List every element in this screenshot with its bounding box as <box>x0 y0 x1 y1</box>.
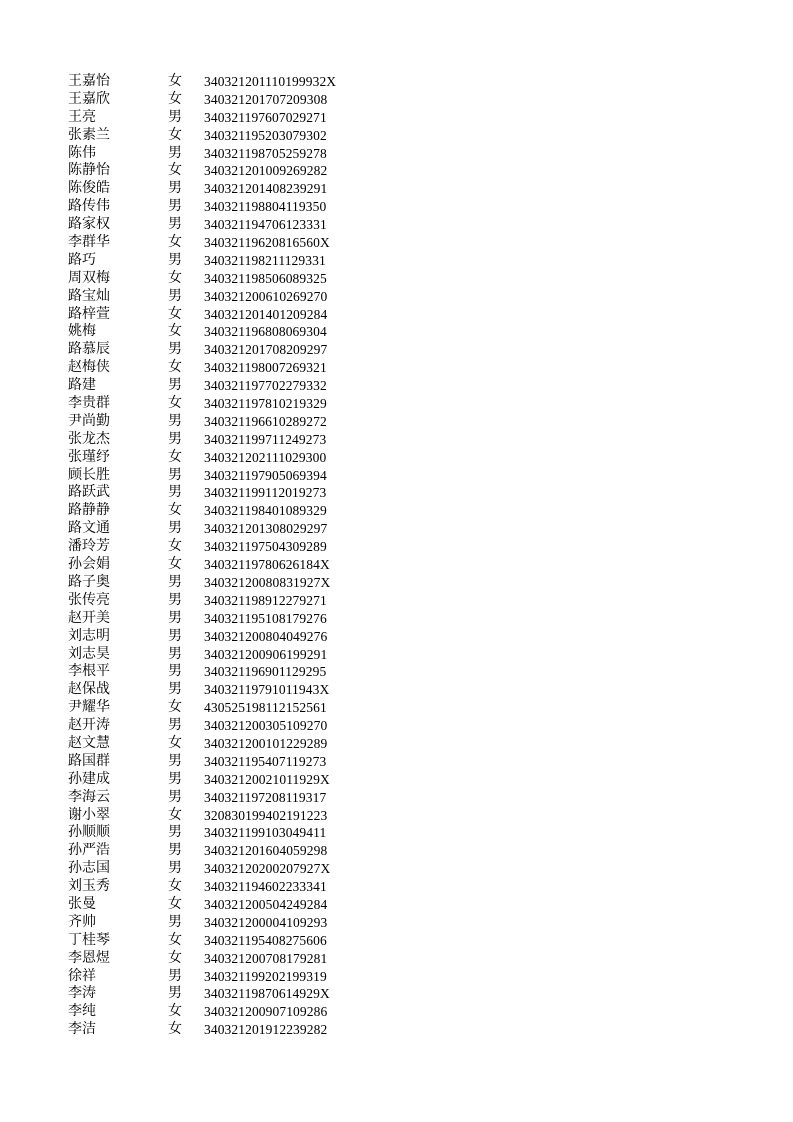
roster-row <box>68 789 336 807</box>
person-name: 孙建成 <box>68 770 110 787</box>
person-name: 孙顺顺 <box>68 824 110 841</box>
roster-row <box>68 860 336 878</box>
person-name: 周双梅 <box>68 269 110 286</box>
person-id-number: 340321201009269282 <box>204 163 328 179</box>
roster-row <box>68 270 336 288</box>
roster-row <box>68 574 336 592</box>
person-gender: 男 <box>168 967 182 984</box>
roster-row <box>68 252 336 270</box>
roster-row <box>68 520 336 538</box>
person-id-number: 340321200504249284 <box>204 896 328 912</box>
person-id-number: 340321201912239282 <box>204 1022 328 1038</box>
person-gender: 男 <box>168 609 182 626</box>
person-gender: 男 <box>168 108 182 125</box>
person-name: 李恩煜 <box>68 949 110 966</box>
roster-row <box>68 502 336 520</box>
person-gender: 男 <box>168 341 182 358</box>
person-name: 张传亮 <box>68 591 110 608</box>
person-id-number: 340321200906199291 <box>204 646 328 662</box>
person-name: 陈静怡 <box>68 162 110 179</box>
person-id-number: 340321197607029271 <box>204 109 327 125</box>
person-id-number: 340321195407119273 <box>204 753 327 769</box>
person-gender: 男 <box>168 216 182 233</box>
person-gender: 女 <box>168 931 182 948</box>
person-id-number: 340321200804049276 <box>204 628 328 644</box>
person-name: 路子奥 <box>68 573 110 590</box>
roster-row <box>68 628 336 646</box>
person-gender: 女 <box>168 305 182 322</box>
person-gender: 男 <box>168 198 182 215</box>
person-gender: 女 <box>168 734 182 751</box>
roster-row <box>68 198 336 216</box>
roster-row <box>68 824 336 842</box>
person-name: 李涛 <box>68 985 96 1002</box>
roster-row <box>68 180 336 198</box>
person-name: 路家权 <box>68 216 110 233</box>
person-name: 李洁 <box>68 1021 96 1038</box>
person-gender: 女 <box>168 90 182 107</box>
person-gender: 男 <box>168 788 182 805</box>
roster-row <box>68 592 336 610</box>
person-gender: 男 <box>168 591 182 608</box>
person-gender: 男 <box>168 824 182 841</box>
person-id-number: 340321201408239291 <box>204 181 328 197</box>
roster-row <box>68 377 336 395</box>
person-id-number: 34032120021011929X <box>204 771 330 787</box>
person-gender: 女 <box>168 699 182 716</box>
roster-row <box>68 306 336 324</box>
person-gender: 男 <box>168 180 182 197</box>
person-id-number: 340321196610289272 <box>204 413 327 429</box>
person-gender: 男 <box>168 287 182 304</box>
person-name: 路梓萱 <box>68 305 110 322</box>
person-name: 李海云 <box>68 788 110 805</box>
person-id-number: 340321200610269270 <box>204 288 328 304</box>
roster-row <box>68 1021 336 1039</box>
person-gender: 女 <box>168 1003 182 1020</box>
person-gender: 女 <box>168 73 182 89</box>
person-name: 陈俊皓 <box>68 180 110 197</box>
person-id-number: 340321197810219329 <box>204 396 327 412</box>
roster-row <box>68 842 336 860</box>
person-name: 赵保战 <box>68 681 110 698</box>
roster-row <box>68 753 336 771</box>
person-gender: 男 <box>168 520 182 537</box>
person-id-number: 340321199202199319 <box>204 968 327 984</box>
person-id-number: 340321196901129295 <box>204 664 327 680</box>
person-name: 赵开涛 <box>68 717 110 734</box>
roster-row <box>68 968 336 986</box>
person-id-number: 340321201604059298 <box>204 843 328 859</box>
roster-row <box>68 932 336 950</box>
person-gender: 女 <box>168 878 182 895</box>
person-name: 顾长胜 <box>68 466 110 483</box>
person-gender: 女 <box>168 538 182 555</box>
person-id-number: 340321198007269321 <box>204 360 327 376</box>
roster-row <box>68 556 336 574</box>
person-name: 路巧 <box>68 251 96 268</box>
person-gender: 男 <box>168 430 182 447</box>
person-gender: 男 <box>168 860 182 877</box>
person-name: 丁桂琴 <box>68 931 110 948</box>
roster-row <box>68 717 336 735</box>
person-id-number: 340321194706123331 <box>204 217 327 233</box>
roster-row <box>68 127 336 145</box>
roster-row <box>68 896 336 914</box>
roster-row <box>68 950 336 968</box>
person-gender: 男 <box>168 627 182 644</box>
roster-list <box>68 73 336 1039</box>
person-name: 潘玲芳 <box>68 538 110 555</box>
person-gender: 男 <box>168 717 182 734</box>
person-id-number: 340321198506089325 <box>204 270 327 286</box>
person-gender: 女 <box>168 359 182 376</box>
person-name: 陈伟 <box>68 144 96 161</box>
person-gender: 女 <box>168 895 182 912</box>
roster-row <box>68 162 336 180</box>
roster-row <box>68 288 336 306</box>
person-gender: 男 <box>168 573 182 590</box>
person-id-number: 340321197905069394 <box>204 467 327 483</box>
person-name: 路宝灿 <box>68 287 110 304</box>
person-name: 王嘉怡 <box>68 73 110 89</box>
roster-row <box>68 699 336 717</box>
person-name: 张曼 <box>68 895 96 912</box>
roster-row <box>68 646 336 664</box>
person-name: 路传伟 <box>68 198 110 215</box>
person-name: 赵开美 <box>68 609 110 626</box>
person-gender: 男 <box>168 251 182 268</box>
person-id-number: 340321197504309289 <box>204 539 327 555</box>
person-id-number: 340321197702279332 <box>204 378 327 394</box>
person-gender: 女 <box>168 949 182 966</box>
roster-row <box>68 735 336 753</box>
person-id-number: 340321200708179281 <box>204 950 328 966</box>
roster-row <box>68 359 336 377</box>
person-name: 孙志国 <box>68 860 110 877</box>
roster-row <box>68 109 336 127</box>
roster-row <box>68 145 336 163</box>
person-gender: 女 <box>168 502 182 519</box>
person-gender: 女 <box>168 395 182 412</box>
person-gender: 男 <box>168 484 182 501</box>
person-id-number: 340321195203079302 <box>204 127 327 143</box>
roster-row <box>68 467 336 485</box>
person-name: 孙会娟 <box>68 556 110 573</box>
person-name: 路慕辰 <box>68 341 110 358</box>
person-id-number: 340321201308029297 <box>204 521 328 537</box>
person-id-number: 340321202111029300 <box>204 449 327 465</box>
person-name: 赵梅侠 <box>68 359 110 376</box>
person-id-number: 34032120080831927X <box>204 574 331 590</box>
person-id-number: 34032119780626184X <box>204 557 330 573</box>
person-id-number: 34032120200207927X <box>204 861 331 877</box>
person-gender: 女 <box>168 1021 182 1038</box>
person-gender: 男 <box>168 645 182 662</box>
person-gender: 男 <box>168 770 182 787</box>
roster-row <box>68 395 336 413</box>
person-id-number: 340321198804119350 <box>204 199 327 215</box>
person-id-number: 340321199112019273 <box>204 485 327 501</box>
person-id-number: 340321200305109270 <box>204 718 328 734</box>
person-name: 张素兰 <box>68 126 110 143</box>
person-gender: 女 <box>168 269 182 286</box>
roster-row <box>68 878 336 896</box>
person-name: 路国群 <box>68 752 110 769</box>
person-gender: 男 <box>168 913 182 930</box>
person-name: 刘志昊 <box>68 645 110 662</box>
person-gender: 女 <box>168 234 182 251</box>
person-name: 刘志明 <box>68 627 110 644</box>
person-id-number: 340321196808069304 <box>204 324 327 340</box>
roster-row <box>68 610 336 628</box>
person-name: 王嘉欣 <box>68 90 110 107</box>
person-name: 谢小翠 <box>68 806 110 823</box>
roster-row <box>68 73 336 91</box>
person-gender: 女 <box>168 162 182 179</box>
person-name: 路静静 <box>68 502 110 519</box>
person-gender: 女 <box>168 323 182 340</box>
person-gender: 女 <box>168 806 182 823</box>
person-name: 尹尚勤 <box>68 412 110 429</box>
roster-row <box>68 91 336 109</box>
roster-row <box>68 413 336 431</box>
person-id-number: 34032119620816560X <box>204 235 330 251</box>
person-id-number: 340321194602233341 <box>204 879 327 895</box>
person-name: 李群华 <box>68 234 110 251</box>
roster-row <box>68 914 336 932</box>
roster-row <box>68 681 336 699</box>
person-name: 尹耀华 <box>68 699 110 716</box>
person-id-number: 340321197208119317 <box>204 789 327 805</box>
person-name: 姚梅 <box>68 323 96 340</box>
person-gender: 男 <box>168 144 182 161</box>
person-name: 张龙杰 <box>68 430 110 447</box>
person-gender: 女 <box>168 556 182 573</box>
person-name: 张瑾纾 <box>68 448 110 465</box>
person-name: 齐帅 <box>68 913 96 930</box>
person-id-number: 340321198211129331 <box>204 252 326 268</box>
person-gender: 女 <box>168 126 182 143</box>
person-gender: 男 <box>168 377 182 394</box>
roster-row <box>68 449 336 467</box>
roster-row <box>68 985 336 1003</box>
person-id-number: 340321201401209284 <box>204 306 328 322</box>
person-id-number: 340321201708209297 <box>204 342 328 358</box>
person-id-number: 340321198401089329 <box>204 503 327 519</box>
person-name: 李根平 <box>68 663 110 680</box>
person-name: 刘玉秀 <box>68 878 110 895</box>
person-name: 李纯 <box>68 1003 96 1020</box>
roster-row <box>68 341 336 359</box>
person-id-number: 340321198705259278 <box>204 145 327 161</box>
roster-row <box>68 323 336 341</box>
person-name: 王亮 <box>68 108 96 125</box>
roster-row <box>68 484 336 502</box>
roster-row <box>68 663 336 681</box>
roster-row <box>68 431 336 449</box>
roster-row <box>68 538 336 556</box>
person-id-number: 340321198912279271 <box>204 592 327 608</box>
person-name: 赵文慧 <box>68 734 110 751</box>
person-id-number: 340321201110199932X <box>204 74 337 89</box>
person-id-number: 340321199103049411 <box>204 825 327 841</box>
roster-row <box>68 807 336 825</box>
person-gender: 男 <box>168 663 182 680</box>
person-id-number: 34032119870614929X <box>204 986 330 1002</box>
person-gender: 男 <box>168 752 182 769</box>
roster-row <box>68 1003 336 1021</box>
person-name: 路建 <box>68 377 96 394</box>
person-id-number: 320830199402191223 <box>204 807 328 823</box>
roster-row <box>68 234 336 252</box>
person-gender: 男 <box>168 681 182 698</box>
person-gender: 男 <box>168 412 182 429</box>
person-id-number: 340321200101229289 <box>204 735 328 751</box>
person-name: 路文通 <box>68 520 110 537</box>
person-id-number: 340321200004109293 <box>204 914 328 930</box>
person-gender: 女 <box>168 448 182 465</box>
person-id-number: 340321199711249273 <box>204 431 327 447</box>
person-id-number: 340321200907109286 <box>204 1004 328 1020</box>
person-id-number: 340321201707209308 <box>204 91 328 107</box>
person-name: 路跃武 <box>68 484 110 501</box>
person-id-number: 34032119791011943X <box>204 682 330 698</box>
person-name: 徐祥 <box>68 967 96 984</box>
person-gender: 男 <box>168 466 182 483</box>
person-name: 孙严浩 <box>68 842 110 859</box>
person-gender: 男 <box>168 842 182 859</box>
person-id-number: 430525198112152561 <box>204 700 327 716</box>
person-id-number: 340321195108179276 <box>204 610 327 626</box>
roster-row <box>68 216 336 234</box>
roster-row <box>68 771 336 789</box>
person-id-number: 340321195408275606 <box>204 932 327 948</box>
person-name: 李贵群 <box>68 395 110 412</box>
person-gender: 男 <box>168 985 182 1002</box>
